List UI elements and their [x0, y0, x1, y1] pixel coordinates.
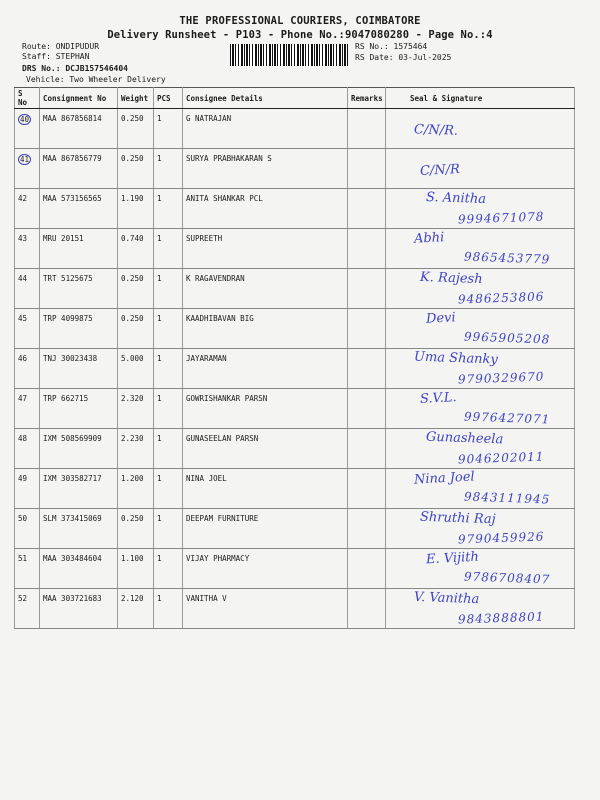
consignment-cell: [40, 109, 118, 149]
pcs-cell: [154, 429, 183, 469]
weight-cell-text: 0.250: [121, 114, 144, 123]
col-signature: Seal & Signature: [386, 88, 575, 109]
col-remarks: Remarks: [348, 88, 386, 109]
handwritten-phone: 9976427071: [463, 409, 551, 427]
signature-cell: [386, 149, 575, 189]
weight-cell-text: 1.190: [121, 194, 144, 203]
consignee-cell-text: JAYARAMAN: [186, 354, 227, 363]
weight-cell: [118, 589, 154, 629]
sno-cell-text: 52: [18, 594, 28, 603]
weight-cell-text: 0.740: [121, 234, 144, 243]
pcs-cell-text: 1: [157, 394, 162, 403]
handwritten-phone: 9790459926: [457, 529, 545, 547]
signature-cell: [386, 269, 575, 309]
handwritten-signature: S.V.L.: [419, 390, 457, 407]
remarks-cell: [348, 549, 386, 589]
weight-cell-text: 1.200: [121, 474, 144, 483]
consignment-cell: [40, 349, 118, 389]
sno-cell-text: 49: [18, 474, 28, 483]
signature-cell: [386, 349, 575, 389]
handwritten-signature: E. Vijith: [425, 549, 480, 568]
table-row: [15, 149, 575, 189]
remarks-cell: [348, 109, 386, 149]
consignment-cell: [40, 229, 118, 269]
sno-cell-text: 51: [18, 554, 28, 563]
sno-cell-text: 44: [18, 274, 28, 283]
col-sno: S No: [15, 88, 40, 109]
consignee-cell-text: VIJAY PHARMACY: [186, 554, 250, 563]
table-row: [15, 549, 575, 589]
pcs-cell-text: 1: [157, 114, 162, 123]
handwritten-signature: Shruthi Raj: [419, 509, 496, 528]
consignment-cell-text: IXM 303582717: [43, 474, 102, 483]
pcs-cell: [154, 469, 183, 509]
pcs-cell-text: 1: [157, 594, 162, 603]
sno-cell: [15, 469, 40, 509]
vehicle-label: Vehicle: Two Wheeler Delivery: [26, 75, 166, 84]
signature-cell: [386, 389, 575, 429]
weight-cell-text: 5.000: [121, 354, 144, 363]
handwritten-phone: 9965905208: [463, 329, 551, 347]
pcs-cell-text: 1: [157, 434, 162, 443]
weight-cell-text: 0.250: [121, 154, 144, 163]
remarks-cell: [348, 589, 386, 629]
handwritten-phone: 9994671078: [457, 209, 545, 227]
table-row: [15, 429, 575, 469]
consignee-cell: [183, 589, 348, 629]
sno-cell-text: 50: [18, 514, 28, 523]
consignment-cell: [40, 149, 118, 189]
consignment-cell-text: MAA 573156565: [43, 194, 102, 203]
handwritten-signature: Gunasheela: [425, 429, 504, 448]
pcs-cell-text: 1: [157, 274, 162, 283]
consignee-cell: [183, 189, 348, 229]
sno-cell: [15, 229, 40, 269]
handwritten-signature: Nina Joel: [413, 469, 476, 488]
consignee-cell: [183, 349, 348, 389]
weight-cell: [118, 189, 154, 229]
sno-cell-text: 40: [20, 115, 30, 124]
consignee-cell-text: DEEPAM FURNITURE: [186, 514, 259, 523]
handwritten-signature: K. Rajesh: [419, 269, 483, 288]
table-row: [15, 229, 575, 269]
weight-cell-text: 2.230: [121, 434, 144, 443]
weight-cell: [118, 109, 154, 149]
sno-cell-text: 43: [18, 234, 28, 243]
sno-cell: [15, 189, 40, 229]
consignment-cell-text: SLM 373415069: [43, 514, 102, 523]
table-row: [15, 589, 575, 629]
consignee-cell: [183, 389, 348, 429]
weight-cell: [118, 269, 154, 309]
weight-cell-text: 1.100: [121, 554, 144, 563]
consignment-cell: [40, 389, 118, 429]
route-label: Route: ONDIPUDUR: [22, 42, 100, 51]
consignment-cell: [40, 589, 118, 629]
signature-cell: [386, 429, 575, 469]
table-row: [15, 469, 575, 509]
weight-cell-text: 0.250: [121, 514, 144, 523]
pcs-cell: [154, 269, 183, 309]
signature-cell: [386, 589, 575, 629]
document-title: THE PROFESSIONAL COURIERS, COIMBATORE: [179, 15, 421, 27]
sno-cell-text: 42: [18, 194, 28, 203]
consignee-cell-text: SURYA PRABHAKARAN S: [186, 154, 272, 163]
pcs-cell-text: 1: [157, 514, 162, 523]
weight-cell-text: 2.320: [121, 394, 144, 403]
table-header-row: [15, 88, 575, 109]
consignment-cell: [40, 509, 118, 549]
remarks-cell: [348, 389, 386, 429]
consignee-cell: [183, 109, 348, 149]
pcs-cell: [154, 309, 183, 349]
consignee-cell: [183, 229, 348, 269]
handwritten-phone: 9046202011: [457, 449, 545, 467]
col-pcs: PCS: [154, 88, 183, 109]
consignment-cell-text: IXM 508569909: [43, 434, 102, 443]
consignee-cell: [183, 509, 348, 549]
handwritten-phone: 9790329670: [457, 369, 545, 387]
pcs-cell: [154, 349, 183, 389]
consignee-cell: [183, 309, 348, 349]
consignee-cell: [183, 429, 348, 469]
col-consignment: Consignment No: [40, 88, 118, 109]
consignment-cell-text: MAA 867856814: [43, 114, 102, 123]
handwritten-phone: 9786708407: [463, 569, 551, 587]
remarks-cell: [348, 149, 386, 189]
consignee-cell-text: KAADHIBAVAN BIG: [186, 314, 254, 323]
table-row: [15, 389, 575, 429]
pcs-cell: [154, 229, 183, 269]
sno-cell: [15, 509, 40, 549]
handwritten-phone: 9843111945: [463, 489, 551, 507]
pcs-cell: [154, 389, 183, 429]
consignee-cell-text: GOWRISHANKAR PARSN: [186, 394, 268, 403]
handwritten-signature: Devi: [425, 310, 456, 327]
sno-cell: [15, 269, 40, 309]
consignee-cell-text: NINA JOEL: [186, 474, 227, 483]
consignment-cell: [40, 189, 118, 229]
pcs-cell-text: 1: [157, 354, 162, 363]
table-row: [15, 189, 575, 229]
consignment-cell-text: MRU 20151: [43, 234, 84, 243]
consignment-cell-text: TNJ 30023438: [43, 354, 98, 363]
table-row: [15, 269, 575, 309]
weight-cell: [118, 229, 154, 269]
table-row: [15, 349, 575, 389]
handwritten-phone: 9843888801: [457, 609, 545, 627]
remarks-cell: [348, 189, 386, 229]
drs-number: DRS No.: DCJB157546404: [22, 64, 128, 73]
pcs-cell-text: 1: [157, 234, 162, 243]
col-weight: Weight: [118, 88, 154, 109]
weight-cell: [118, 429, 154, 469]
sno-cell: [15, 149, 40, 189]
pcs-cell: [154, 589, 183, 629]
remarks-cell: [348, 469, 386, 509]
consignment-cell-text: TRT 5125675: [43, 274, 93, 283]
signature-cell: [386, 109, 575, 149]
weight-cell: [118, 549, 154, 589]
pcs-cell-text: 1: [157, 194, 162, 203]
handwritten-signature: Abhi: [413, 230, 445, 247]
consignee-cell-text: ANITA SHANKAR PCL: [186, 194, 263, 203]
pcs-cell: [154, 509, 183, 549]
barcode: [230, 44, 348, 66]
consignment-cell: [40, 549, 118, 589]
runsheet-table: [14, 87, 575, 629]
remarks-cell: [348, 349, 386, 389]
pcs-cell: [154, 109, 183, 149]
pcs-cell-text: 1: [157, 154, 162, 163]
document-subtitle: Delivery Runsheet - P103 - Phone No.:9047080280 - Page No.:4: [107, 29, 493, 41]
pcs-cell: [154, 149, 183, 189]
staff-label: Staff: STEPHAN: [22, 52, 90, 61]
weight-cell: [118, 149, 154, 189]
weight-cell: [118, 469, 154, 509]
consignment-cell: [40, 309, 118, 349]
remarks-cell: [348, 509, 386, 549]
sno-cell: [15, 589, 40, 629]
sno-cell-text: 45: [18, 314, 28, 323]
weight-cell-text: 0.250: [121, 274, 144, 283]
handwritten-signature: C/N/R.: [413, 122, 459, 139]
weight-cell-text: 0.250: [121, 314, 144, 323]
weight-cell: [118, 309, 154, 349]
sno-cell: [15, 309, 40, 349]
sno-cell: [15, 429, 40, 469]
consignment-cell-text: TRP 662715: [43, 394, 89, 403]
signature-cell: [386, 309, 575, 349]
weight-cell-text: 2.120: [121, 594, 144, 603]
pcs-cell: [154, 549, 183, 589]
signature-cell: [386, 469, 575, 509]
signature-cell: [386, 229, 575, 269]
pcs-cell: [154, 189, 183, 229]
sno-cell: [15, 549, 40, 589]
consignee-cell: [183, 269, 348, 309]
consignee-cell-text: GUNASEELAN PARSN: [186, 434, 259, 443]
consignment-cell-text: MAA 867856779: [43, 154, 102, 163]
consignee-cell-text: G NATRAJAN: [186, 114, 232, 123]
handwritten-phone: 9486253806: [457, 289, 545, 307]
consignment-cell-text: MAA 303484604: [43, 554, 102, 563]
consignee-cell-text: SUPREETH: [186, 234, 223, 243]
rs-number: RS No.: 1575464: [355, 42, 428, 51]
consignment-cell: [40, 429, 118, 469]
table-row: [15, 109, 575, 149]
pcs-cell-text: 1: [157, 554, 162, 563]
sno-cell-text: 41: [20, 155, 30, 164]
handwritten-phone: 9865453779: [463, 249, 551, 267]
signature-cell: [386, 509, 575, 549]
pcs-cell-text: 1: [157, 474, 162, 483]
table-row: [15, 309, 575, 349]
remarks-cell: [348, 269, 386, 309]
handwritten-signature: V. Vanitha: [413, 589, 480, 608]
sno-cell: [15, 109, 40, 149]
consignee-cell: [183, 549, 348, 589]
sno-cell: [15, 349, 40, 389]
sno-cell-text: 46: [18, 354, 28, 363]
handwritten-signature: Uma Shanky: [413, 349, 499, 368]
remarks-cell: [348, 429, 386, 469]
weight-cell: [118, 349, 154, 389]
consignment-cell: [40, 269, 118, 309]
weight-cell: [118, 509, 154, 549]
table-row: [15, 509, 575, 549]
rs-date: RS Date: 03-Jul-2025: [355, 53, 452, 62]
sno-cell-text: 48: [18, 434, 28, 443]
weight-cell: [118, 389, 154, 429]
handwritten-signature: C/N/R: [419, 161, 461, 180]
sno-cell: [15, 389, 40, 429]
remarks-cell: [348, 229, 386, 269]
handwritten-signature: S. Anitha: [425, 189, 487, 208]
sno-cell-text: 47: [18, 394, 28, 403]
consignee-cell: [183, 469, 348, 509]
signature-cell: [386, 549, 575, 589]
remarks-cell: [348, 309, 386, 349]
signature-cell: [386, 189, 575, 229]
consignment-cell: [40, 469, 118, 509]
consignee-cell-text: K RAGAVENDRAN: [186, 274, 245, 283]
consignment-cell-text: TRP 4099875: [43, 314, 93, 323]
consignee-cell-text: VANITHA V: [186, 594, 227, 603]
col-consignee: Consignee Details: [183, 88, 348, 109]
pcs-cell-text: 1: [157, 314, 162, 323]
consignment-cell-text: MAA 303721683: [43, 594, 102, 603]
consignee-cell: [183, 149, 348, 189]
